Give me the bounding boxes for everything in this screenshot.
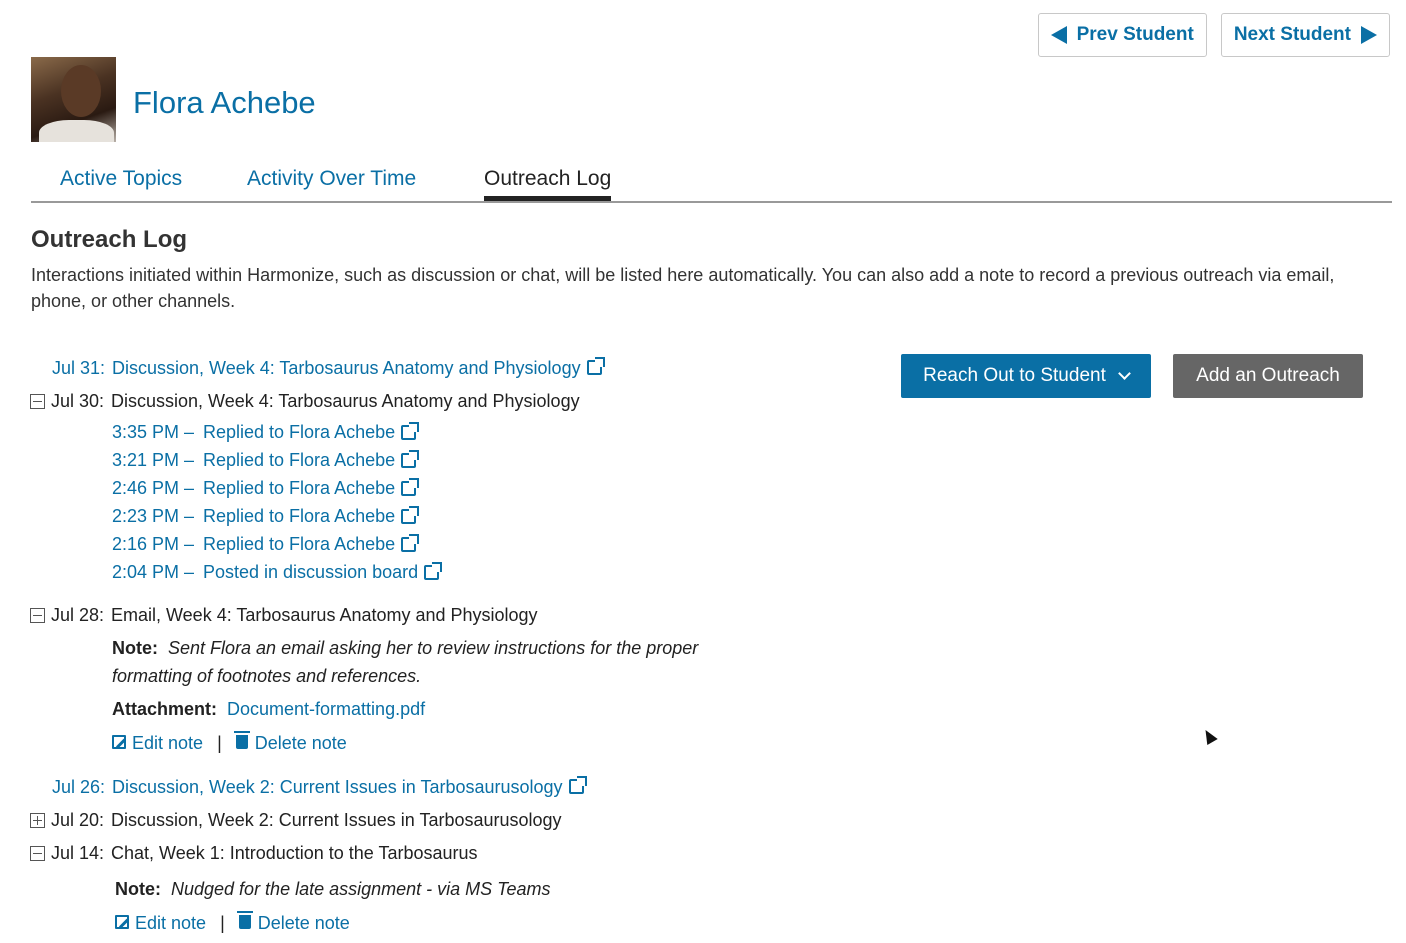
subitem-text: Replied to Flora Achebe [203,534,396,554]
log-subitem[interactable] [112,506,416,527]
note-actions [115,913,350,934]
page-title: Outreach Log [31,226,188,253]
edit-note-label: Edit note [132,733,204,753]
log-entry [30,605,538,626]
trash-icon [239,915,251,929]
outreach-actions [901,354,1363,398]
attachment-link[interactable]: Document-formatting.pdf [227,699,426,719]
entry-note [115,879,551,900]
tab-active-topics[interactable]: Active Topics [60,167,183,190]
entry-title: Discussion, Week 4: Tarbosaurus Anatomy and Physiology [112,358,581,378]
separator: | [220,913,225,933]
entry-title: Discussion, Week 2: Current Issues in Tarbosaurusology [112,777,563,797]
external-link-icon [587,360,602,375]
note-actions [112,733,347,754]
external-link-icon [401,537,416,552]
subitem-time: 2:23 PM – [112,506,195,526]
subitem-time: 3:35 PM – [112,422,195,442]
mouse-cursor-icon [1200,727,1217,745]
entry-date: Jul 26: [52,777,106,797]
entry-title: Discussion, Week 4: Tarbosaurus Anatomy and Physiology [111,391,580,411]
entry-date: Jul 28: [51,605,105,625]
entry-date: Jul 30: [51,391,105,411]
delete-note-button[interactable] [239,913,350,934]
edit-icon [112,735,126,749]
edit-note-button[interactable] [112,733,203,754]
subitem-time: 3:21 PM – [112,450,195,470]
edit-note-label: Edit note [135,913,207,933]
delete-note-label: Delete note [254,733,347,753]
attachment-label: Attachment: [112,699,218,719]
log-entry [30,391,580,412]
entry-title-link[interactable] [112,358,602,379]
reach-out-button[interactable] [901,354,1151,398]
log-entry [52,777,584,798]
entry-title: Email, Week 4: Tarbosaurus Anatomy and Physiology [111,605,538,625]
edit-icon [115,915,129,929]
external-link-icon [424,565,439,580]
entry-date: Jul 20: [51,810,105,830]
log-entry [30,810,562,831]
next-student-label: Next Student [1233,24,1351,45]
note-text: Sent Flora an email asking her to review instructions for the proper [168,638,699,658]
log-subitem[interactable] [112,478,416,499]
next-student-button[interactable] [1221,13,1390,57]
student-name: Flora Achebe [133,84,316,120]
delete-note-label: Delete note [257,913,350,933]
section-description: Interactions initiated within Harmonize, such as discussion or chat, will be listed here automatically. You can also add a note to record a previous outreach via email, phone, or other channels. [31,265,1335,311]
note-label: Note: [112,638,158,658]
add-outreach-button[interactable]: Add an Outreach [1173,354,1363,398]
log-subitem[interactable] [112,534,416,555]
reach-out-label: Reach Out to Student [923,365,1106,386]
log-subitem[interactable] [112,562,439,583]
subitem-text: Posted in discussion board [203,562,419,582]
entry-title: Discussion, Week 2: Current Issues in Tarbosaurusology [111,810,562,830]
subitem-time: 2:46 PM – [112,478,195,498]
entry-title-link[interactable] [112,777,584,798]
subitem-time: 2:16 PM – [112,534,195,554]
chevron-down-icon [1118,367,1131,380]
external-link-icon [401,481,416,496]
subitem-text: Replied to Flora Achebe [203,450,396,470]
note-text: formatting of footnotes and references. [112,666,422,686]
subitem-text: Replied to Flora Achebe [203,422,396,442]
student-header [31,57,316,142]
prev-student-button[interactable] [1038,13,1207,57]
prev-student-label: Prev Student [1076,24,1194,45]
log-entry [52,358,602,379]
tab-activity-over-time[interactable]: Activity Over Time [247,167,417,190]
note-text: Nudged for the late assignment - via MS Teams [171,879,551,899]
entry-note [112,638,698,659]
subitem-text: Replied to Flora Achebe [203,506,396,526]
note-label: Note: [115,879,161,899]
entry-title: Chat, Week 1: Introduction to the Tarbosaurus [111,843,478,863]
collapse-toggle-icon[interactable] [30,394,45,409]
avatar [31,57,116,142]
subitem-time: 2:04 PM – [112,562,195,582]
entry-note-continued [112,666,421,687]
collapse-toggle-icon[interactable] [30,846,45,861]
arrow-left-icon [1051,26,1067,44]
edit-note-button[interactable] [115,913,206,934]
delete-note-button[interactable] [236,733,347,754]
subitem-text: Replied to Flora Achebe [203,478,396,498]
entry-date: Jul 31: [52,358,106,378]
external-link-icon [401,425,416,440]
entry-date: Jul 14: [51,843,105,863]
student-navigation [1038,13,1390,57]
external-link-icon [401,509,416,524]
log-subitem[interactable] [112,422,416,443]
arrow-right-icon [1361,26,1377,44]
trash-icon [236,735,248,749]
external-link-icon [569,779,584,794]
expand-toggle-icon[interactable] [30,813,45,828]
entry-attachment [112,699,425,720]
log-entry [30,843,478,864]
log-subitem[interactable] [112,450,416,471]
tab-outreach-log[interactable]: Outreach Log [484,163,611,201]
tab-bar [31,163,1392,203]
external-link-icon [401,453,416,468]
collapse-toggle-icon[interactable] [30,608,45,623]
separator: | [217,733,222,753]
